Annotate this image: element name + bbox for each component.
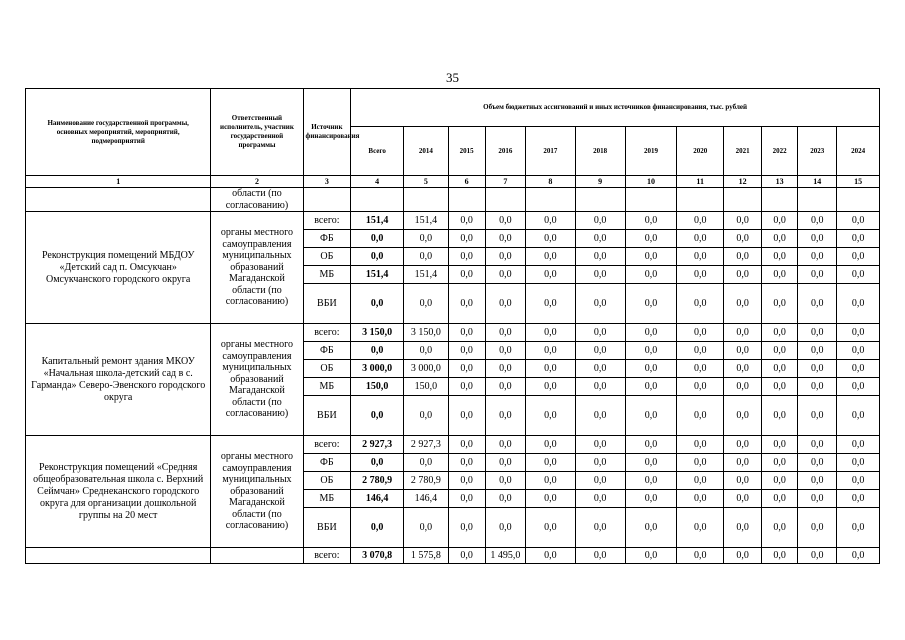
total-cell: 0,0 [351, 342, 404, 360]
year-value-cell: 3 150,0 [404, 324, 448, 342]
column-number: 1 [26, 176, 211, 188]
year-value-cell: 0,0 [485, 248, 525, 266]
year-value-cell: 0,0 [575, 548, 625, 564]
year-value-cell: 0,0 [525, 548, 575, 564]
column-number: 11 [677, 176, 724, 188]
year-value-cell: 0,0 [525, 324, 575, 342]
year-value-cell: 0,0 [677, 490, 724, 508]
year-value-cell: 0,0 [525, 284, 575, 324]
year-value-cell: 0,0 [762, 342, 798, 360]
funding-source: ВБИ [303, 508, 351, 548]
responsible-text-top: органы местного самоуправления муниципальных образований [220, 339, 294, 385]
year-value-cell: 0,0 [837, 284, 880, 324]
year-value-cell: 151,4 [404, 212, 448, 230]
year-value-cell: 0,0 [575, 436, 625, 454]
year-value-cell: 0,0 [798, 284, 837, 324]
year-value-cell: 0,0 [837, 212, 880, 230]
year-value-cell: 0,0 [677, 248, 724, 266]
year-value-cell: 0,0 [448, 454, 485, 472]
year-value-cell: 0,0 [404, 396, 448, 436]
year-value-cell: 0,0 [837, 230, 880, 248]
header-source: Источник финансирования [303, 89, 351, 176]
year-value-cell: 0,0 [798, 230, 837, 248]
year-value-cell: 0,0 [448, 212, 485, 230]
year-value-cell: 0,0 [724, 454, 762, 472]
year-value-cell: 0,0 [575, 360, 625, 378]
total-cell: 0,0 [351, 508, 404, 548]
header-year: 2018 [575, 127, 625, 176]
budget-table [25, 88, 880, 564]
year-value-cell: 0,0 [677, 454, 724, 472]
year-value-cell: 0,0 [625, 360, 677, 378]
year-value-cell: 0,0 [448, 284, 485, 324]
continuation-row [26, 188, 880, 212]
year-value-cell: 0,0 [677, 266, 724, 284]
year-value-cell: 0,0 [625, 230, 677, 248]
year-value-cell: 0,0 [762, 230, 798, 248]
year-value-cell: 0,0 [724, 248, 762, 266]
year-value-cell: 0,0 [798, 360, 837, 378]
total-cell: 0,0 [351, 230, 404, 248]
year-value-cell: 0,0 [762, 548, 798, 564]
year-value-cell: 0,0 [798, 248, 837, 266]
funding-source: всего: [303, 212, 351, 230]
year-value-cell: 0,0 [485, 378, 525, 396]
year-value-cell: 0,0 [485, 472, 525, 490]
year-value-cell: 0,0 [762, 378, 798, 396]
responsible-text-bottom: Магаданской области (по согласованию) [225, 385, 289, 420]
responsible-executor [211, 324, 303, 436]
column-number-row [26, 176, 880, 188]
year-value-cell: 0,0 [404, 454, 448, 472]
year-value-cell: 0,0 [837, 490, 880, 508]
year-value-cell: 0,0 [625, 396, 677, 436]
header-year: 2022 [762, 127, 798, 176]
table-header [26, 89, 880, 188]
year-value-cell: 0,0 [762, 360, 798, 378]
column-number: 5 [404, 176, 448, 188]
year-value-cell: 0,0 [485, 490, 525, 508]
year-value-cell: 0,0 [837, 472, 880, 490]
responsible-executor [211, 436, 303, 548]
year-value-cell: 0,0 [724, 284, 762, 324]
year-value-cell: 0,0 [762, 454, 798, 472]
column-number: 6 [448, 176, 485, 188]
year-value-cell: 0,0 [837, 508, 880, 548]
responsible-text-top: органы местного самоуправления муниципальных образований [220, 227, 294, 273]
measure-name: Капитальный ремонт здания МКОУ «Начальная школа-детский сад в с. Гарманда» Северо-Эвенского городского округа [26, 324, 211, 436]
year-value-cell: 0,0 [525, 454, 575, 472]
total-cell: 150,0 [351, 378, 404, 396]
page-number: 35 [446, 70, 459, 85]
column-number: 3 [303, 176, 351, 188]
column-number: 7 [485, 176, 525, 188]
year-value-cell: 0,0 [485, 284, 525, 324]
year-value-cell: 0,0 [525, 212, 575, 230]
year-value-cell: 0,0 [798, 378, 837, 396]
responsible-executor [211, 212, 303, 324]
final-total-row [26, 548, 880, 564]
funding-source: всего: [303, 324, 351, 342]
year-value-cell: 0,0 [837, 248, 880, 266]
total-cell: 0,0 [351, 284, 404, 324]
year-value-cell: 0,0 [575, 324, 625, 342]
column-number: 4 [351, 176, 404, 188]
year-value-cell: 0,0 [625, 378, 677, 396]
year-value-cell: 0,0 [575, 454, 625, 472]
year-value-cell: 0,0 [625, 248, 677, 266]
table-body [26, 188, 880, 564]
year-value-cell: 0,0 [448, 508, 485, 548]
year-value-cell: 0,0 [724, 266, 762, 284]
year-value-cell: 0,0 [677, 360, 724, 378]
year-value-cell: 0,0 [677, 342, 724, 360]
year-value-cell: 0,0 [837, 454, 880, 472]
year-value-cell: 0,0 [575, 472, 625, 490]
header-year: 2017 [525, 127, 575, 176]
header-total: Всего [351, 127, 404, 176]
responsible-text-bottom: Магаданской области (по согласованию) [225, 497, 289, 532]
year-value-cell: 0,0 [485, 230, 525, 248]
year-value-cell: 150,0 [404, 378, 448, 396]
year-value-cell: 0,0 [625, 548, 677, 564]
year-value-cell: 0,0 [762, 266, 798, 284]
year-value-cell: 0,0 [575, 378, 625, 396]
column-number: 13 [762, 176, 798, 188]
year-value-cell: 0,0 [798, 472, 837, 490]
year-value-cell: 0,0 [625, 472, 677, 490]
year-value-cell: 0,0 [762, 508, 798, 548]
year-value-cell: 0,0 [525, 266, 575, 284]
year-value-cell: 0,0 [724, 378, 762, 396]
year-value-cell: 0,0 [404, 508, 448, 548]
year-value-cell: 0,0 [625, 212, 677, 230]
year-value-cell: 0,0 [837, 396, 880, 436]
year-value-cell: 0,0 [798, 212, 837, 230]
year-value-cell: 0,0 [525, 508, 575, 548]
year-value-cell: 0,0 [724, 436, 762, 454]
year-value-cell: 0,0 [798, 342, 837, 360]
year-value-cell: 151,4 [404, 266, 448, 284]
year-value-cell: 0,0 [798, 266, 837, 284]
year-value-cell: 1 575,8 [404, 548, 448, 564]
year-value-cell: 0,0 [677, 284, 724, 324]
year-value-cell: 0,0 [625, 490, 677, 508]
year-value-cell: 0,0 [762, 324, 798, 342]
year-value-cell: 0,0 [575, 508, 625, 548]
year-value-cell: 0,0 [525, 248, 575, 266]
table-row [26, 212, 880, 230]
funding-source: ВБИ [303, 284, 351, 324]
year-value-cell: 0,0 [575, 230, 625, 248]
total-cell: 2 780,9 [351, 472, 404, 490]
year-value-cell: 0,0 [837, 360, 880, 378]
funding-source: МБ [303, 378, 351, 396]
year-value-cell: 0,0 [798, 396, 837, 436]
year-value-cell: 0,0 [485, 324, 525, 342]
header-year: 2019 [625, 127, 677, 176]
funding-source: ФБ [303, 454, 351, 472]
year-value-cell: 2 927,3 [404, 436, 448, 454]
funding-source: ФБ [303, 342, 351, 360]
funding-source: ОБ [303, 360, 351, 378]
column-number: 9 [575, 176, 625, 188]
year-value-cell: 0,0 [762, 248, 798, 266]
year-value-cell: 0,0 [575, 342, 625, 360]
year-value-cell: 0,0 [837, 324, 880, 342]
year-value-cell: 0,0 [798, 508, 837, 548]
total-cell: 0,0 [351, 248, 404, 266]
year-value-cell: 0,0 [798, 324, 837, 342]
year-value-cell: 0,0 [448, 342, 485, 360]
year-value-cell: 0,0 [762, 490, 798, 508]
year-value-cell: 0,0 [448, 266, 485, 284]
year-value-cell: 0,0 [837, 548, 880, 564]
year-value-cell: 0,0 [724, 396, 762, 436]
year-value-cell: 0,0 [525, 490, 575, 508]
year-value-cell: 0,0 [625, 342, 677, 360]
funding-source: МБ [303, 490, 351, 508]
header-year: 2014 [404, 127, 448, 176]
funding-source: ФБ [303, 230, 351, 248]
year-value-cell: 0,0 [485, 508, 525, 548]
year-value-cell: 0,0 [762, 436, 798, 454]
total-cell: 0,0 [351, 396, 404, 436]
year-value-cell: 0,0 [448, 436, 485, 454]
year-value-cell: 1 495,0 [485, 548, 525, 564]
table-row [26, 324, 880, 342]
year-value-cell: 0,0 [724, 212, 762, 230]
total-cell: 151,4 [351, 266, 404, 284]
year-value-cell: 0,0 [625, 266, 677, 284]
year-value-cell: 0,0 [448, 472, 485, 490]
year-value-cell: 0,0 [404, 248, 448, 266]
total-cell: 3 070,8 [351, 548, 404, 564]
year-value-cell: 0,0 [837, 266, 880, 284]
year-value-cell: 0,0 [485, 342, 525, 360]
total-cell: 3 000,0 [351, 360, 404, 378]
year-value-cell: 0,0 [677, 324, 724, 342]
year-value-cell: 0,0 [677, 548, 724, 564]
year-value-cell: 0,0 [448, 248, 485, 266]
year-value-cell: 0,0 [724, 548, 762, 564]
year-value-cell: 2 780,9 [404, 472, 448, 490]
year-value-cell: 0,0 [677, 472, 724, 490]
column-number: 8 [525, 176, 575, 188]
year-value-cell: 0,0 [485, 454, 525, 472]
year-value-cell: 0,0 [798, 436, 837, 454]
year-value-cell: 0,0 [525, 436, 575, 454]
year-value-cell: 0,0 [837, 342, 880, 360]
year-value-cell: 0,0 [575, 396, 625, 436]
year-value-cell: 0,0 [448, 548, 485, 564]
year-value-cell: 0,0 [625, 508, 677, 548]
measure-name: Реконструкция помещений МБДОУ «Детский сад п. Омсукчан» Омсукчанского городского округа [26, 212, 211, 324]
total-cell: 151,4 [351, 212, 404, 230]
year-value-cell: 0,0 [798, 548, 837, 564]
year-value-cell: 0,0 [575, 248, 625, 266]
funding-source: ОБ [303, 248, 351, 266]
total-cell: 0,0 [351, 454, 404, 472]
year-value-cell: 0,0 [724, 230, 762, 248]
year-value-cell: 0,0 [485, 212, 525, 230]
year-value-cell: 0,0 [625, 436, 677, 454]
responsible-continuation: области (по согласованию) [211, 188, 303, 212]
funding-source: МБ [303, 266, 351, 284]
year-value-cell: 0,0 [724, 342, 762, 360]
year-value-cell: 0,0 [762, 284, 798, 324]
year-value-cell: 0,0 [837, 378, 880, 396]
year-value-cell: 0,0 [724, 472, 762, 490]
funding-source: всего: [303, 548, 351, 564]
year-value-cell: 0,0 [625, 324, 677, 342]
year-value-cell: 0,0 [677, 378, 724, 396]
column-number: 2 [211, 176, 303, 188]
year-value-cell: 0,0 [677, 212, 724, 230]
year-value-cell: 0,0 [762, 212, 798, 230]
year-value-cell: 0,0 [625, 454, 677, 472]
year-value-cell: 146,4 [404, 490, 448, 508]
year-value-cell: 0,0 [798, 490, 837, 508]
year-value-cell: 0,0 [575, 266, 625, 284]
year-value-cell: 0,0 [625, 284, 677, 324]
column-number: 12 [724, 176, 762, 188]
year-value-cell: 0,0 [677, 396, 724, 436]
column-number: 14 [798, 176, 837, 188]
year-value-cell: 0,0 [798, 454, 837, 472]
header-volume: Объем бюджетных ассигнований и иных источников финансирования, тыс. рублей [351, 89, 880, 127]
year-value-cell: 0,0 [677, 230, 724, 248]
year-value-cell: 0,0 [485, 360, 525, 378]
year-value-cell: 0,0 [525, 360, 575, 378]
year-value-cell: 0,0 [448, 360, 485, 378]
year-value-cell: 0,0 [724, 490, 762, 508]
year-value-cell: 0,0 [485, 436, 525, 454]
header-year: 2016 [485, 127, 525, 176]
funding-source: ОБ [303, 472, 351, 490]
year-value-cell: 0,0 [724, 324, 762, 342]
header-year: 2021 [724, 127, 762, 176]
year-value-cell: 3 000,0 [404, 360, 448, 378]
year-value-cell: 0,0 [448, 396, 485, 436]
year-value-cell: 0,0 [575, 212, 625, 230]
measure-name: Реконструкция помещений «Средняя общеобразовательная школа с. Верхний Сеймчан» Среднеканского городского округа для организации дошкольной группы на 20 мест [26, 436, 211, 548]
year-value-cell: 0,0 [404, 284, 448, 324]
year-value-cell: 0,0 [448, 230, 485, 248]
year-value-cell: 0,0 [525, 472, 575, 490]
funding-source: ВБИ [303, 396, 351, 436]
year-value-cell: 0,0 [525, 342, 575, 360]
year-value-cell: 0,0 [762, 472, 798, 490]
year-value-cell: 0,0 [575, 490, 625, 508]
header-year: 2015 [448, 127, 485, 176]
year-value-cell: 0,0 [724, 508, 762, 548]
year-value-cell: 0,0 [448, 378, 485, 396]
year-value-cell: 0,0 [762, 396, 798, 436]
year-value-cell: 0,0 [448, 324, 485, 342]
responsible-text-bottom: Магаданской области (по согласованию) [225, 273, 289, 308]
year-value-cell: 0,0 [525, 378, 575, 396]
header-year: 2020 [677, 127, 724, 176]
year-value-cell: 0,0 [837, 436, 880, 454]
table-row [26, 436, 880, 454]
year-value-cell: 0,0 [575, 284, 625, 324]
total-cell: 3 150,0 [351, 324, 404, 342]
total-cell: 2 927,3 [351, 436, 404, 454]
year-value-cell: 0,0 [404, 230, 448, 248]
column-number: 10 [625, 176, 677, 188]
header-name: Наименование государственной программы, основных мероприятий, мероприятий, подмероприятий [26, 89, 211, 176]
year-value-cell: 0,0 [525, 230, 575, 248]
header-year: 2023 [798, 127, 837, 176]
header-responsible: Ответственный исполнитель, участник государственной программы [211, 89, 303, 176]
column-number: 15 [837, 176, 880, 188]
year-value-cell: 0,0 [677, 508, 724, 548]
responsible-text-top: органы местного самоуправления муниципальных образований [220, 451, 294, 497]
year-value-cell: 0,0 [485, 266, 525, 284]
header-year: 2024 [837, 127, 880, 176]
year-value-cell: 0,0 [677, 436, 724, 454]
year-value-cell: 0,0 [448, 490, 485, 508]
year-value-cell: 0,0 [525, 396, 575, 436]
year-value-cell: 0,0 [485, 396, 525, 436]
total-cell: 146,4 [351, 490, 404, 508]
funding-source: всего: [303, 436, 351, 454]
year-value-cell: 0,0 [404, 342, 448, 360]
year-value-cell: 0,0 [724, 360, 762, 378]
